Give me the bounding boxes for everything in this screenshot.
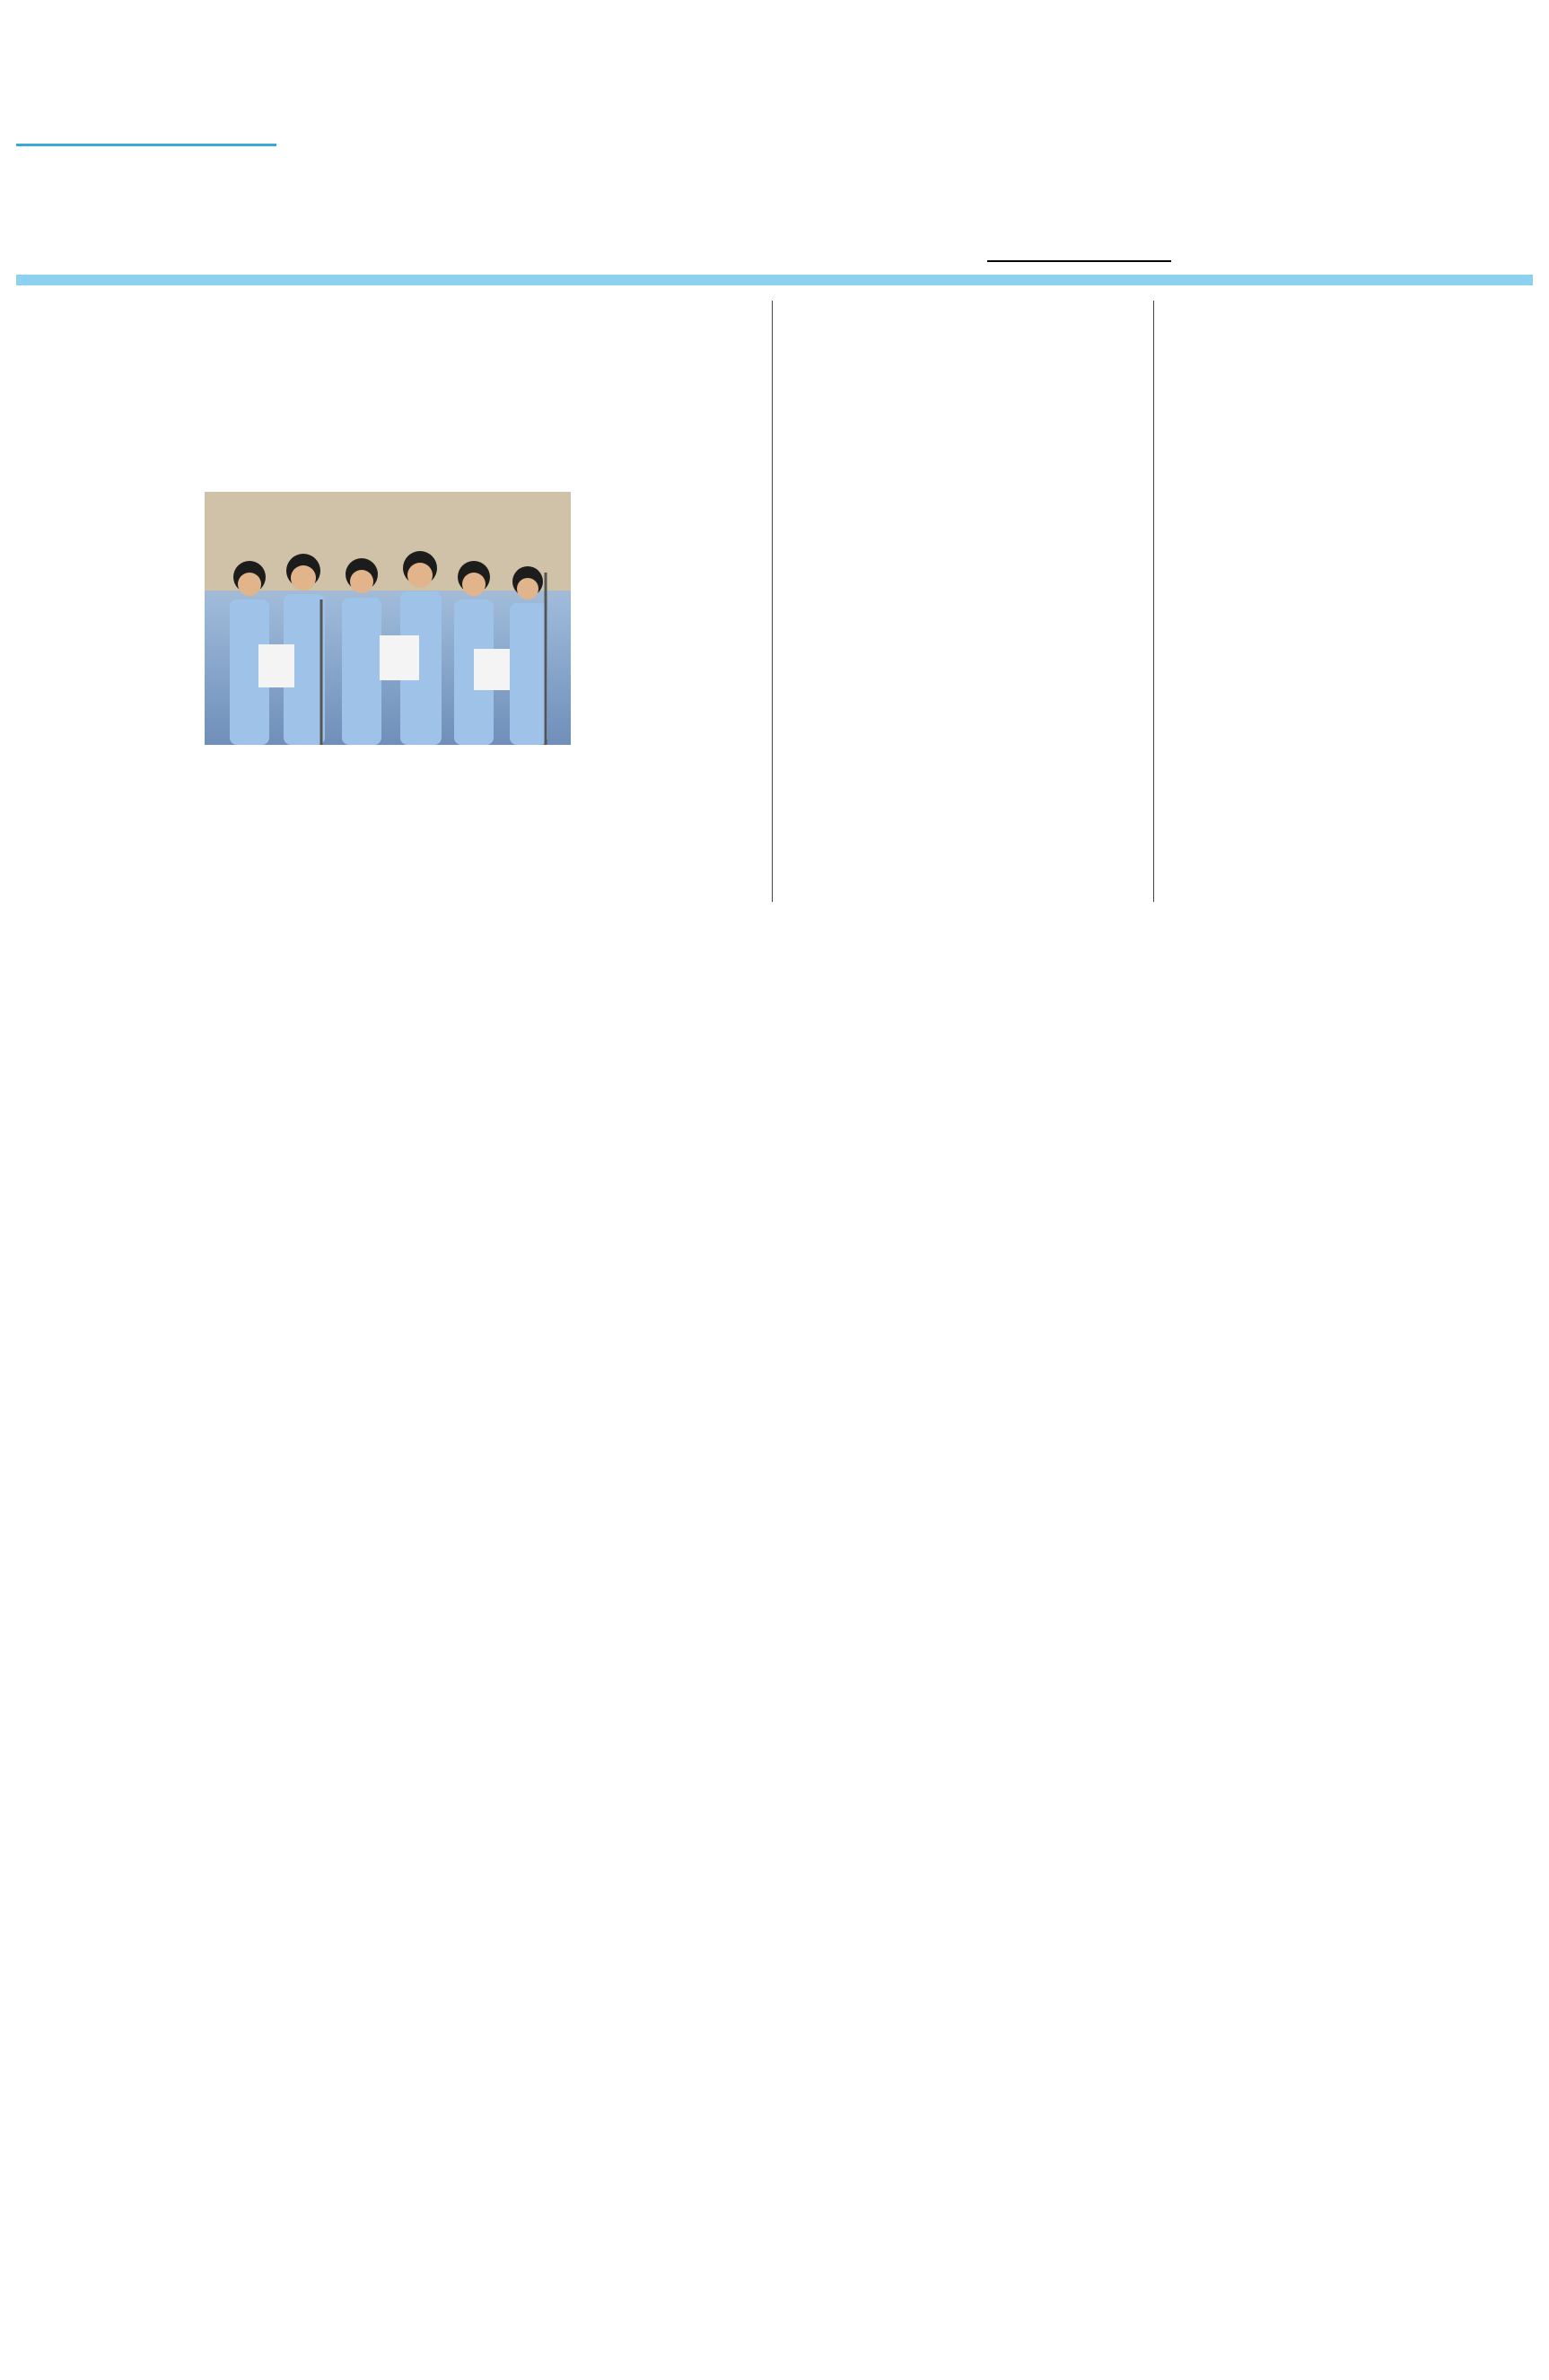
exam-body-mid xyxy=(205,763,384,897)
madhuri-body xyxy=(783,399,1142,897)
students-photo-art xyxy=(205,492,571,745)
top-blue-band xyxy=(16,275,1533,285)
students-photo xyxy=(205,492,571,745)
exam-body-mid2 xyxy=(391,763,571,897)
newspaper-logo xyxy=(323,8,1149,215)
exam-body-left xyxy=(16,492,196,897)
english-name-underline xyxy=(987,260,1171,262)
divider xyxy=(1153,301,1154,902)
exam-body-right xyxy=(578,492,757,897)
divider xyxy=(772,301,773,902)
masthead-divider xyxy=(16,144,276,146)
